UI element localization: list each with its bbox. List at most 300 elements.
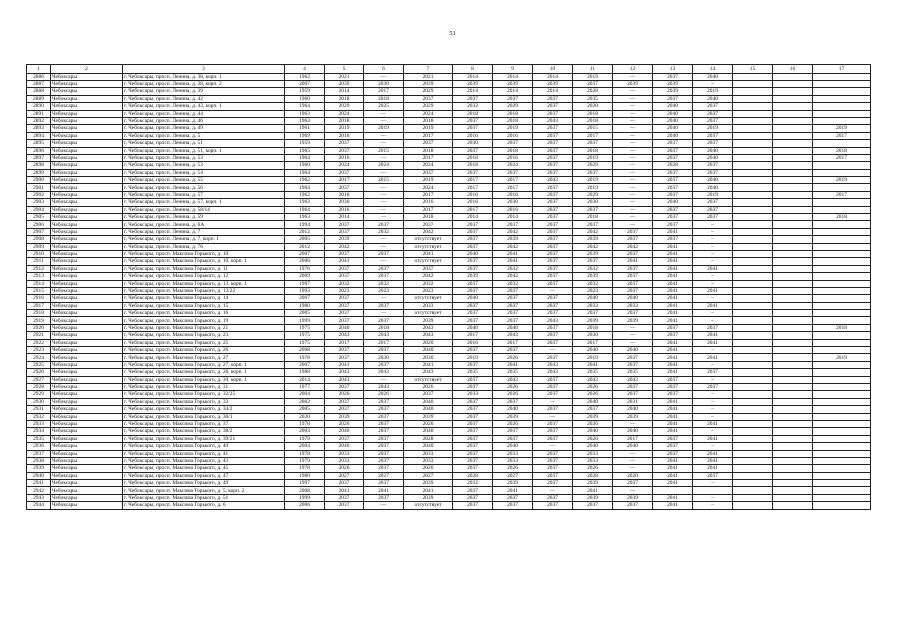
table-cell: 2040 (493, 443, 533, 450)
table-row (27, 154, 871, 161)
table-cell: 2037 (364, 435, 404, 442)
table-cell: г. Чебоксары, просп. Максима Горького, д. 47 (123, 472, 285, 479)
table-cell: Чебоксары (51, 280, 123, 287)
table-cell: г. Чебоксары, просп. Ленина, д. 59 (123, 214, 285, 221)
table-cell: г. Чебоксары, просп. Ленина, д. 57 (123, 191, 285, 198)
table-cell: 2037 (325, 310, 364, 317)
table-cell: 2040 (325, 443, 364, 450)
table-cell (773, 199, 813, 206)
table-cell: — (613, 147, 653, 154)
column-number-cell: 14 (693, 65, 733, 74)
column-number-cell: 6 (364, 65, 404, 74)
table-cell: 2019 (813, 354, 871, 361)
table-cell: 1969 (285, 132, 325, 139)
table-cell: г. Чебоксары, просп. Максима Горького, д. 31 (123, 384, 285, 391)
table-cell: 2923 (27, 347, 51, 354)
table-cell: 2931 (27, 406, 51, 413)
column-number-cell: 3 (123, 65, 285, 74)
table-cell: 2031 (613, 398, 653, 405)
table-cell (773, 295, 813, 302)
table-cell: 2037 (533, 236, 573, 243)
table-row (27, 302, 871, 309)
table-cell: 2035 (493, 369, 533, 376)
table-cell: 2037 (533, 324, 573, 331)
table-cell: 2037 (533, 450, 573, 457)
table-cell: 2040 (613, 347, 653, 354)
table-cell: 2040 (693, 147, 733, 154)
table-cell: 2037 (613, 287, 653, 294)
table-cell: – (693, 236, 733, 243)
table-cell: 2037 (325, 265, 364, 272)
table-cell: 2041 (613, 258, 653, 265)
table-cell: 2037 (453, 502, 493, 509)
table-cell: Чебоксары (51, 302, 123, 309)
table-cell: 2037 (453, 428, 493, 435)
table-cell (773, 280, 813, 287)
table-cell (733, 347, 773, 354)
table-cell: — (533, 443, 573, 450)
table-cell: 2037 (325, 398, 364, 405)
table-row (27, 140, 871, 147)
table-row (27, 465, 871, 472)
table-cell: 2019 (573, 354, 613, 361)
table-cell (773, 317, 813, 324)
table-cell: 2891 (27, 110, 51, 117)
table-cell: 2030 (573, 332, 613, 339)
table-cell (733, 443, 773, 450)
table-cell: 2043 (404, 369, 453, 376)
table-cell (773, 332, 813, 339)
table-cell: 2037 (693, 384, 733, 391)
table-cell (733, 184, 773, 191)
table-cell (773, 250, 813, 257)
table-cell: 2017 (404, 154, 453, 161)
table-cell: г. Чебоксары, просп. Максима Горького, д. 27, корп. 1 (123, 361, 285, 368)
table-cell: 2037 (453, 95, 493, 102)
table-cell: Чебоксары (51, 154, 123, 161)
table-cell: 2043 (493, 332, 533, 339)
table-cell (773, 369, 813, 376)
table-cell (733, 243, 773, 250)
table-cell: 2040 (613, 443, 653, 450)
table-cell: 2037 (364, 480, 404, 487)
table-cell: 2037 (533, 147, 573, 154)
table-cell: 1964 (285, 154, 325, 161)
table-cell: 2037 (653, 147, 693, 154)
table-cell: 2039 (573, 480, 613, 487)
table-cell: 2037 (573, 140, 613, 147)
table-cell: — (613, 154, 653, 161)
table-cell: 2037 (653, 236, 693, 243)
table-cell (813, 169, 871, 176)
column-number-cell: 12 (613, 65, 653, 74)
table-row (27, 177, 871, 184)
table-cell (733, 339, 773, 346)
table-cell: 2037 (493, 221, 533, 228)
table-cell: 2037 (653, 384, 693, 391)
table-cell: 2018 (453, 154, 493, 161)
table-cell (733, 169, 773, 176)
table-cell: г. Чебоксары, просп. Ленина, д. 51 (123, 140, 285, 147)
table-row (27, 361, 871, 368)
table-cell: г. Чебоксары, просп. Максима Горького, д. 13, корп. 1 (123, 280, 285, 287)
table-row (27, 324, 871, 331)
table-cell: 2893 (27, 125, 51, 132)
table-cell: 1962 (285, 191, 325, 198)
table-cell: — (533, 398, 573, 405)
table-cell: 2041 (653, 243, 693, 250)
table-cell: 2040 (653, 132, 693, 139)
table-cell (733, 280, 773, 287)
table-cell: 2037 (533, 457, 573, 464)
table-cell: 2037 (613, 280, 653, 287)
table-cell: 1965 (285, 147, 325, 154)
table-cell: 2037 (325, 221, 364, 228)
table-cell: 2037 (364, 420, 404, 427)
table-cell: 2037 (404, 221, 453, 228)
table-cell: 2004 (285, 391, 325, 398)
table-cell: 2019 (573, 184, 613, 191)
table-cell (813, 450, 871, 457)
table-cell: 2037 (453, 420, 493, 427)
table-cell: 2039 (573, 236, 613, 243)
table-cell: г. Чебоксары, просп. Ленина, д. 46 (123, 117, 285, 124)
table-cell: 2039 (573, 250, 613, 257)
table-cell (733, 502, 773, 509)
table-row (27, 191, 871, 198)
table-cell: 2032 (325, 280, 364, 287)
table-cell: 2037 (453, 258, 493, 265)
table-cell: 2037 (533, 472, 573, 479)
table-cell: 1979 (285, 435, 325, 442)
table-cell: 2041 (493, 258, 533, 265)
table-body (27, 65, 871, 510)
table-cell: 2008 (285, 347, 325, 354)
table-cell: 2037 (493, 428, 533, 435)
table-cell: 2018 (404, 147, 453, 154)
table-row (27, 147, 871, 154)
table-cell: г. Чебоксары, просп. Максима Горького, д. 43 (123, 457, 285, 464)
column-number-cell: 15 (733, 65, 773, 74)
table-cell (773, 162, 813, 169)
table-cell (733, 265, 773, 272)
table-cell: 2033 (573, 302, 613, 309)
table-cell (733, 287, 773, 294)
table-cell: 2016 (404, 199, 453, 206)
table-cell: 2037 (613, 391, 653, 398)
table-cell: 2041 (693, 450, 733, 457)
table-cell: 2942 (27, 487, 51, 494)
table-cell (773, 428, 813, 435)
table-cell (733, 324, 773, 331)
table-cell: 2032 (493, 265, 533, 272)
table-cell: 1963 (285, 117, 325, 124)
table-cell: г. Чебоксары, просп. Ленина, д. 5 (123, 132, 285, 139)
table-cell: Чебоксары (51, 339, 123, 346)
table-cell: 2014 (533, 88, 573, 95)
table-cell: 2041 (653, 428, 693, 435)
table-cell: 1963 (285, 214, 325, 221)
table-cell: 2017 (453, 177, 493, 184)
table-cell: 2021 (404, 73, 453, 80)
table-cell: 2037 (453, 347, 493, 354)
table-cell: отсутствует (404, 236, 453, 243)
table-cell: 2037 (533, 435, 573, 442)
table-cell (773, 103, 813, 110)
table-cell: — (613, 140, 653, 147)
table-cell (773, 465, 813, 472)
table-cell: г. Чебоксары, просп. Ленина, д. 49 (123, 125, 285, 132)
table-cell: 2041 (653, 347, 693, 354)
table-cell (813, 376, 871, 383)
table-cell: 2021 (325, 73, 364, 80)
table-cell: 2037 (613, 310, 653, 317)
table-cell: 2039 (404, 494, 453, 501)
table-cell: 2037 (613, 265, 653, 272)
table-cell: 2037 (453, 317, 493, 324)
table-cell: 2040 (653, 125, 693, 132)
table-cell: 2037 (573, 169, 613, 176)
table-cell: 2041 (325, 258, 364, 265)
table-cell: 2019 (364, 125, 404, 132)
table-cell: 2037 (404, 169, 453, 176)
table-cell: 2040 (404, 398, 453, 405)
table-cell: Чебоксары (51, 88, 123, 95)
table-cell: г. Чебоксары, просп. Максима Горького, д. 41 (123, 450, 285, 457)
table-cell: 2037 (493, 310, 533, 317)
table-cell: 2037 (653, 443, 693, 450)
table-cell: 2041 (653, 339, 693, 346)
table-cell (813, 140, 871, 147)
table-cell (813, 243, 871, 250)
table-cell: 2043 (533, 177, 573, 184)
table-cell: 2033 (493, 457, 533, 464)
table-cell: 2012 (285, 243, 325, 250)
table-cell: 2024 (404, 184, 453, 191)
table-cell: 2043 (493, 376, 533, 383)
table-cell: 2910 (27, 250, 51, 257)
table-cell: 2027 (325, 472, 364, 479)
table-cell: 2037 (325, 184, 364, 191)
table-cell: 2019 (325, 125, 364, 132)
table-cell: 2018 (493, 110, 533, 117)
table-cell: 2037 (453, 302, 493, 309)
table-cell: — (613, 487, 653, 494)
table-row (27, 206, 871, 213)
table-cell: Чебоксары (51, 258, 123, 265)
table-cell: — (364, 214, 404, 221)
table-cell: 2026 (493, 465, 533, 472)
table-cell: 2041 (653, 480, 693, 487)
table-cell: 2003 (285, 428, 325, 435)
table-cell (773, 273, 813, 280)
table-row (27, 287, 871, 294)
table-cell: 2037 (404, 95, 453, 102)
table-cell: Чебоксары (51, 206, 123, 213)
table-cell: 2037 (533, 428, 573, 435)
table-row (27, 472, 871, 479)
table-cell (733, 236, 773, 243)
table-row (27, 487, 871, 494)
table-cell: 2895 (27, 140, 51, 147)
table-cell: 2040 (453, 324, 493, 331)
table-cell: 2037 (653, 191, 693, 198)
table-cell: 2037 (453, 435, 493, 442)
table-cell (733, 191, 773, 198)
table-cell: 2037 (653, 435, 693, 442)
table-cell: 2005 (285, 236, 325, 243)
table-cell: – (693, 413, 733, 420)
table-cell: отсутствует (404, 376, 453, 383)
table-cell (773, 95, 813, 102)
table-cell: Чебоксары (51, 384, 123, 391)
table-cell: 1975 (285, 332, 325, 339)
table-cell: 2014 (533, 73, 573, 80)
table-cell: 2023 (573, 287, 613, 294)
table-cell: 2039 (493, 236, 533, 243)
table-cell (733, 398, 773, 405)
table-cell: 2043 (364, 369, 404, 376)
table-row (27, 369, 871, 376)
table-cell: 2037 (533, 295, 573, 302)
table-cell: 2039 (613, 413, 653, 420)
table-cell: 2934 (27, 428, 51, 435)
table-cell: 2913 (27, 273, 51, 280)
table-cell: 2039 (533, 80, 573, 87)
table-cell: г. Чебоксары, просп. Максима Горького, д. 23 (123, 332, 285, 339)
table-cell: — (533, 347, 573, 354)
table-cell: 2015 (573, 125, 613, 132)
table-cell: 2929 (27, 391, 51, 398)
table-cell: 2037 (404, 391, 453, 398)
table-cell: 2892 (27, 117, 51, 124)
table-cell: 2037 (325, 169, 364, 176)
table-cell (773, 228, 813, 235)
table-cell: г. Чебоксары, просп. Максима Горького, д. 32/25 (123, 391, 285, 398)
table-cell: 2037 (533, 199, 573, 206)
table-cell: 2041 (325, 361, 364, 368)
table-cell: г. Чебоксары, просп. Максима Горького, д. 39/21 (123, 435, 285, 442)
table-row (27, 117, 871, 124)
table-cell: 2039 (573, 413, 613, 420)
table-cell (813, 428, 871, 435)
table-cell: 2039 (325, 236, 364, 243)
table-cell: г. Чебоксары, просп. Максима Горького, д. 5, корп. 2 (123, 487, 285, 494)
table-cell: 2037 (533, 95, 573, 102)
table-cell: 2040 (693, 184, 733, 191)
table-cell: 2041 (693, 287, 733, 294)
table-cell: 2041 (653, 310, 693, 317)
table-cell: Чебоксары (51, 236, 123, 243)
table-cell (773, 206, 813, 213)
table-cell: 2037 (533, 125, 573, 132)
table-cell: 2023 (404, 287, 453, 294)
table-cell: 2037 (325, 384, 364, 391)
table-cell: отсутствует (404, 295, 453, 302)
table-cell (773, 502, 813, 509)
table-cell (813, 384, 871, 391)
table-cell: 2041 (653, 295, 693, 302)
table-cell: 2039 (493, 480, 533, 487)
table-cell: 2019 (813, 177, 871, 184)
column-number-row (27, 65, 871, 74)
table-cell: 2030 (364, 80, 404, 87)
table-cell: 2043 (613, 376, 653, 383)
table-cell: Чебоксары (51, 191, 123, 198)
table-cell: 2037 (493, 502, 533, 509)
table-cell: г. Чебоксары, просп. Максима Горького, д. 15 (123, 302, 285, 309)
table-row (27, 88, 871, 95)
table-cell: 2020 (573, 103, 613, 110)
table-cell (733, 177, 773, 184)
table-cell: 1978 (285, 420, 325, 427)
table-cell: 2037 (653, 214, 693, 221)
table-row (27, 317, 871, 324)
table-cell: Чебоксары (51, 162, 123, 169)
table-cell: 2017 (453, 184, 493, 191)
table-cell (773, 214, 813, 221)
table-cell: 2017 (813, 154, 871, 161)
table-cell: 2037 (453, 310, 493, 317)
table-cell: 2040 (653, 110, 693, 117)
table-cell: 2039 (493, 413, 533, 420)
table-cell (733, 354, 773, 361)
table-cell: 2039 (493, 80, 533, 87)
table-cell: 2016 (453, 132, 493, 139)
table-cell: 2033 (573, 450, 613, 457)
table-cell (813, 199, 871, 206)
table-cell: 2037 (325, 302, 364, 309)
table-cell: 2037 (364, 450, 404, 457)
table-cell: 2039 (325, 413, 364, 420)
table-cell: г. Чебоксары, просп. Максима Горького, д. 49 (123, 480, 285, 487)
table-cell (733, 250, 773, 257)
table-row (27, 413, 871, 420)
table-cell: — (364, 184, 404, 191)
table-cell: 1964 (285, 206, 325, 213)
table-row (27, 73, 871, 80)
table-cell: г. Чебоксары, просп. Максима Горького, д. 16 (123, 310, 285, 317)
table-cell: 2028 (573, 88, 613, 95)
table-cell: 1960 (285, 95, 325, 102)
table-cell: 2037 (653, 450, 693, 457)
table-cell: 2023 (364, 287, 404, 294)
table-cell: 2037 (533, 391, 573, 398)
table-cell: 2019 (573, 177, 613, 184)
table-cell (773, 258, 813, 265)
table-cell: 2035 (573, 95, 613, 102)
table-cell (813, 465, 871, 472)
table-cell: 2033 (325, 457, 364, 464)
table-cell: 2040 (493, 324, 533, 331)
table-cell: 2037 (573, 221, 613, 228)
table-cell (773, 265, 813, 272)
table-cell: 2018 (813, 147, 871, 154)
table-cell: 2037 (493, 347, 533, 354)
table-cell: 1964 (285, 184, 325, 191)
table-cell: 2037 (693, 110, 733, 117)
table-cell: 2042 (493, 243, 533, 250)
table-cell: 1976 (285, 265, 325, 272)
table-cell (813, 117, 871, 124)
table-cell: Чебоксары (51, 125, 123, 132)
table-cell: 2040 (653, 117, 693, 124)
table-cell: 2037 (325, 354, 364, 361)
table-cell: 2039 (453, 273, 493, 280)
table-cell: — (613, 206, 653, 213)
table-cell: 2037 (613, 361, 653, 368)
table-cell: 2019 (404, 177, 453, 184)
